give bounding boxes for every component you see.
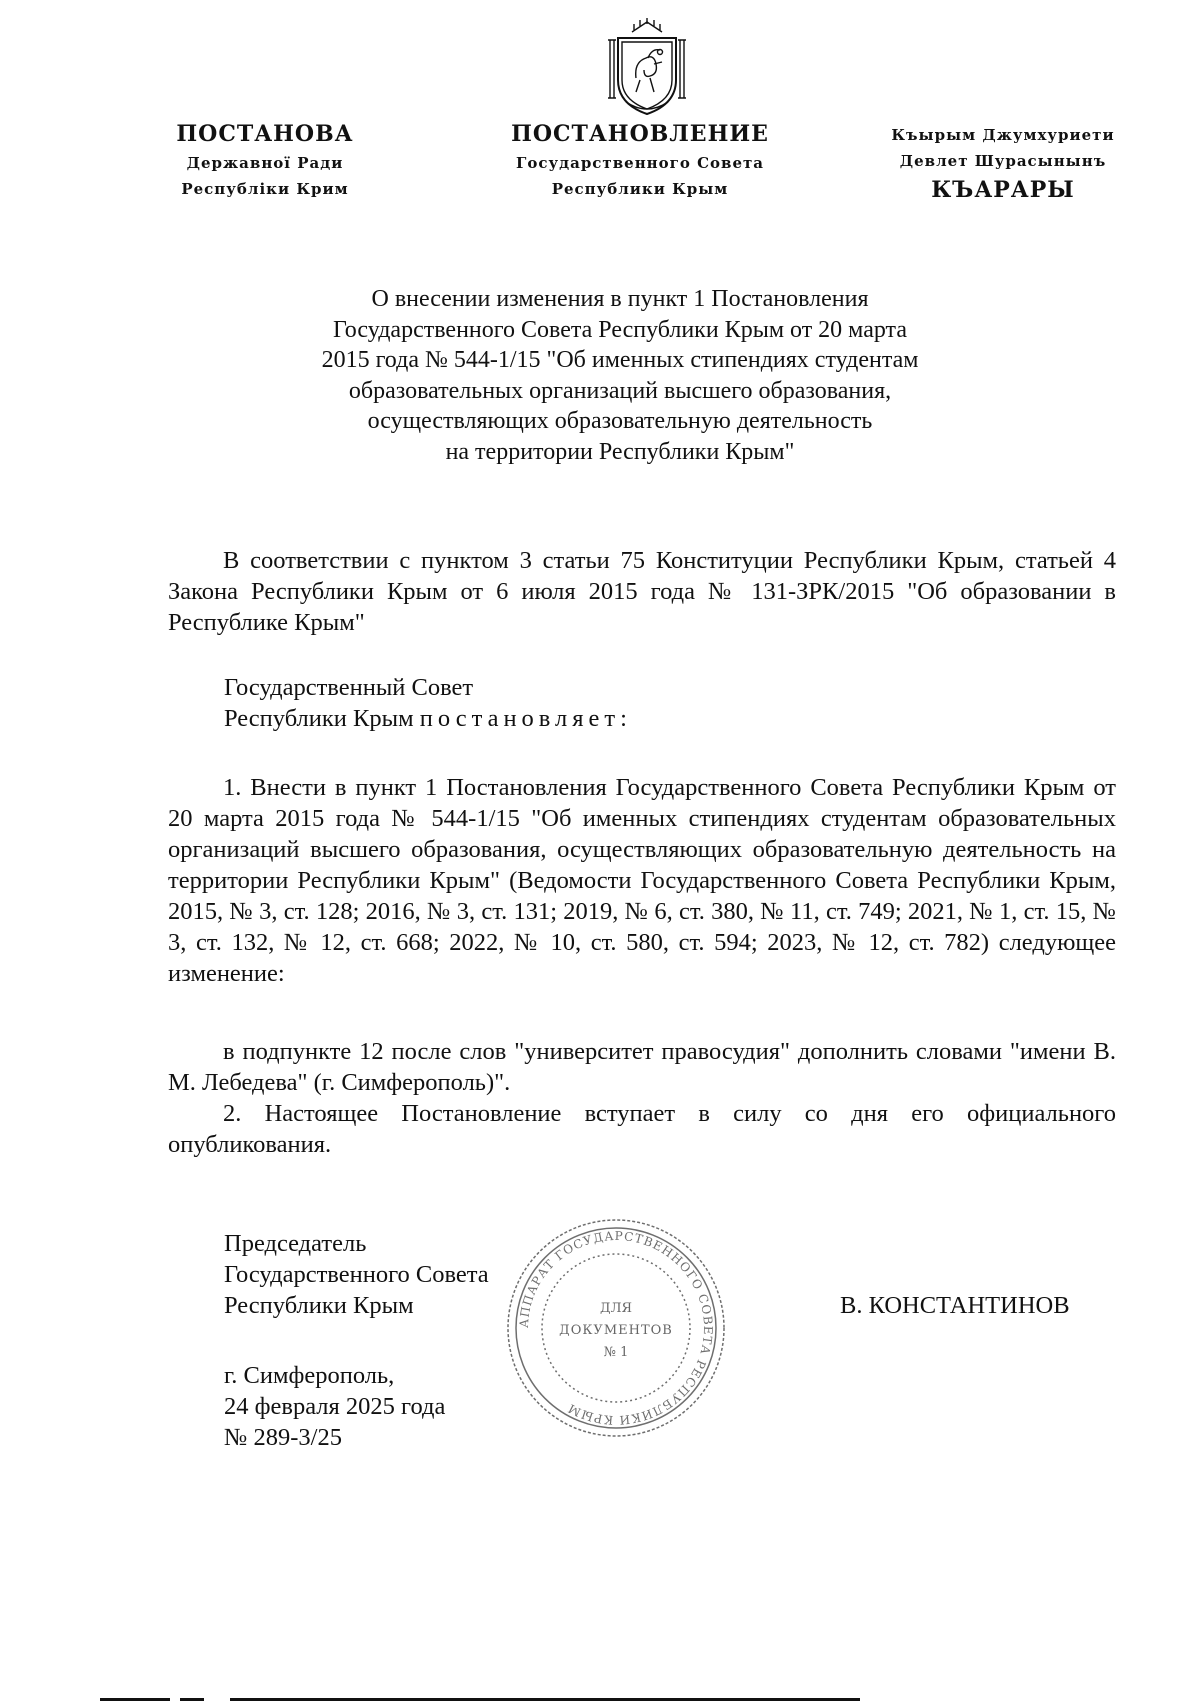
signature-name: В. КОНСТАНТИНОВ	[840, 1292, 1070, 1319]
date: 24 февраля 2025 года	[224, 1393, 446, 1420]
place-date-block	[224, 1360, 445, 1453]
title-line: 2015 года № 544-1/15 "Об именных стипендиях студентам	[321, 347, 919, 373]
item-1: 1. Внести в пункт 1 Постановления Государственного Совета Республики Крым от 20 марта 2015 года № 544-1/15 "Об именных стипендиях студентам образовательных организаций высшего образования, осуществляющих образовательную деятельность на территории Республики Крым" (Ведомости Государственного Совета Республики Крым, 2015, № 3, ст. 128; 2016, № 3, ст. 131; 2019, № 6, ст. 380, № 11, ст. 749; 2021, № 1, ст. 15, № 3, ст. 132, № 12, ст. 668; 2022, № 10, ст. 580, ст. 594; 2023, № 12, ст. 782) следующее изменение:	[168, 774, 1116, 987]
title-line: образовательных организаций высшего образования,	[348, 377, 892, 404]
title-line: на территории Республики Крым"	[445, 438, 795, 465]
header-right-line1: Къырым Джумхуриети	[891, 126, 1115, 144]
seal-outer-text: АППАРАТ ГОСУДАРСТВЕННОГО СОВЕТА РЕСПУБЛИКИ КРЫМ	[516, 1228, 716, 1428]
official-seal	[488, 1208, 744, 1448]
header-left-line2: Республіки Крим	[181, 180, 349, 198]
crimea-coat-of-arms-icon	[604, 18, 690, 118]
header-center-russian	[490, 118, 790, 202]
document-title	[240, 284, 1000, 467]
title-line: О внесении изменения в пункт 1 Постановления	[371, 286, 869, 312]
title-line: Государственного Совета Республики Крым от 20 марта	[333, 316, 907, 343]
document-number: № 289-3/25	[224, 1424, 342, 1451]
signature-position-line3: Республики Крым	[224, 1292, 414, 1319]
resolves-line1: Государственный Совет	[224, 674, 474, 701]
signature-position-line1: Председатель	[224, 1230, 367, 1257]
item-1-subpoint: в подпункте 12 после слов "университет правосудия" дополнить словами "имени В. М. Лебедева" (г. Симферополь)".	[168, 1038, 1116, 1096]
header-center-line1: Государственного Совета	[516, 154, 764, 172]
header-left-ukrainian	[160, 118, 370, 202]
header-left-title: ПОСТАНОВА	[176, 121, 354, 147]
header-center-title: ПОСТАНОВЛЕНИЕ	[511, 121, 769, 147]
item-2: 2. Настоящее Постановление вступает в силу со дня его официального опубликования.	[168, 1100, 1116, 1158]
scan-edge-line	[180, 1698, 204, 1701]
resolves-verb: постановляет:	[419, 705, 632, 732]
header-left-line1: Державної Ради	[186, 154, 344, 172]
header-center-line2: Республики Крым	[551, 180, 729, 198]
header-right-title: КЪАРАРЫ	[931, 177, 1075, 203]
signature-position-line2: Государственного Совета	[224, 1261, 489, 1288]
city: г. Симферополь,	[224, 1362, 395, 1389]
resolves-block	[224, 672, 632, 734]
resolves-line2	[224, 703, 632, 734]
scan-edge-line	[100, 1698, 170, 1701]
title-line: осуществляющих образовательную деятельность	[367, 408, 873, 434]
header-right-crimean-tatar	[858, 122, 1148, 206]
seal-line1: ДЛЯ	[600, 1301, 632, 1316]
preamble: В соответствии с пунктом 3 статьи 75 Конституции Республики Крым, статьей 4 Закона Республики Крым от 6 июля 2015 года № 131-ЗРК/2015 "Об образовании в Республике Крым"	[168, 547, 1116, 636]
scan-edge-line	[230, 1698, 860, 1701]
header-right-line2: Девлет Шурасынынъ	[899, 152, 1107, 170]
resolves-line2-start: Республики Крым	[224, 705, 420, 732]
signature-position	[224, 1228, 489, 1321]
seal-line3: № 1	[603, 1345, 629, 1360]
seal-line2: ДОКУМЕНТОВ	[559, 1323, 673, 1338]
